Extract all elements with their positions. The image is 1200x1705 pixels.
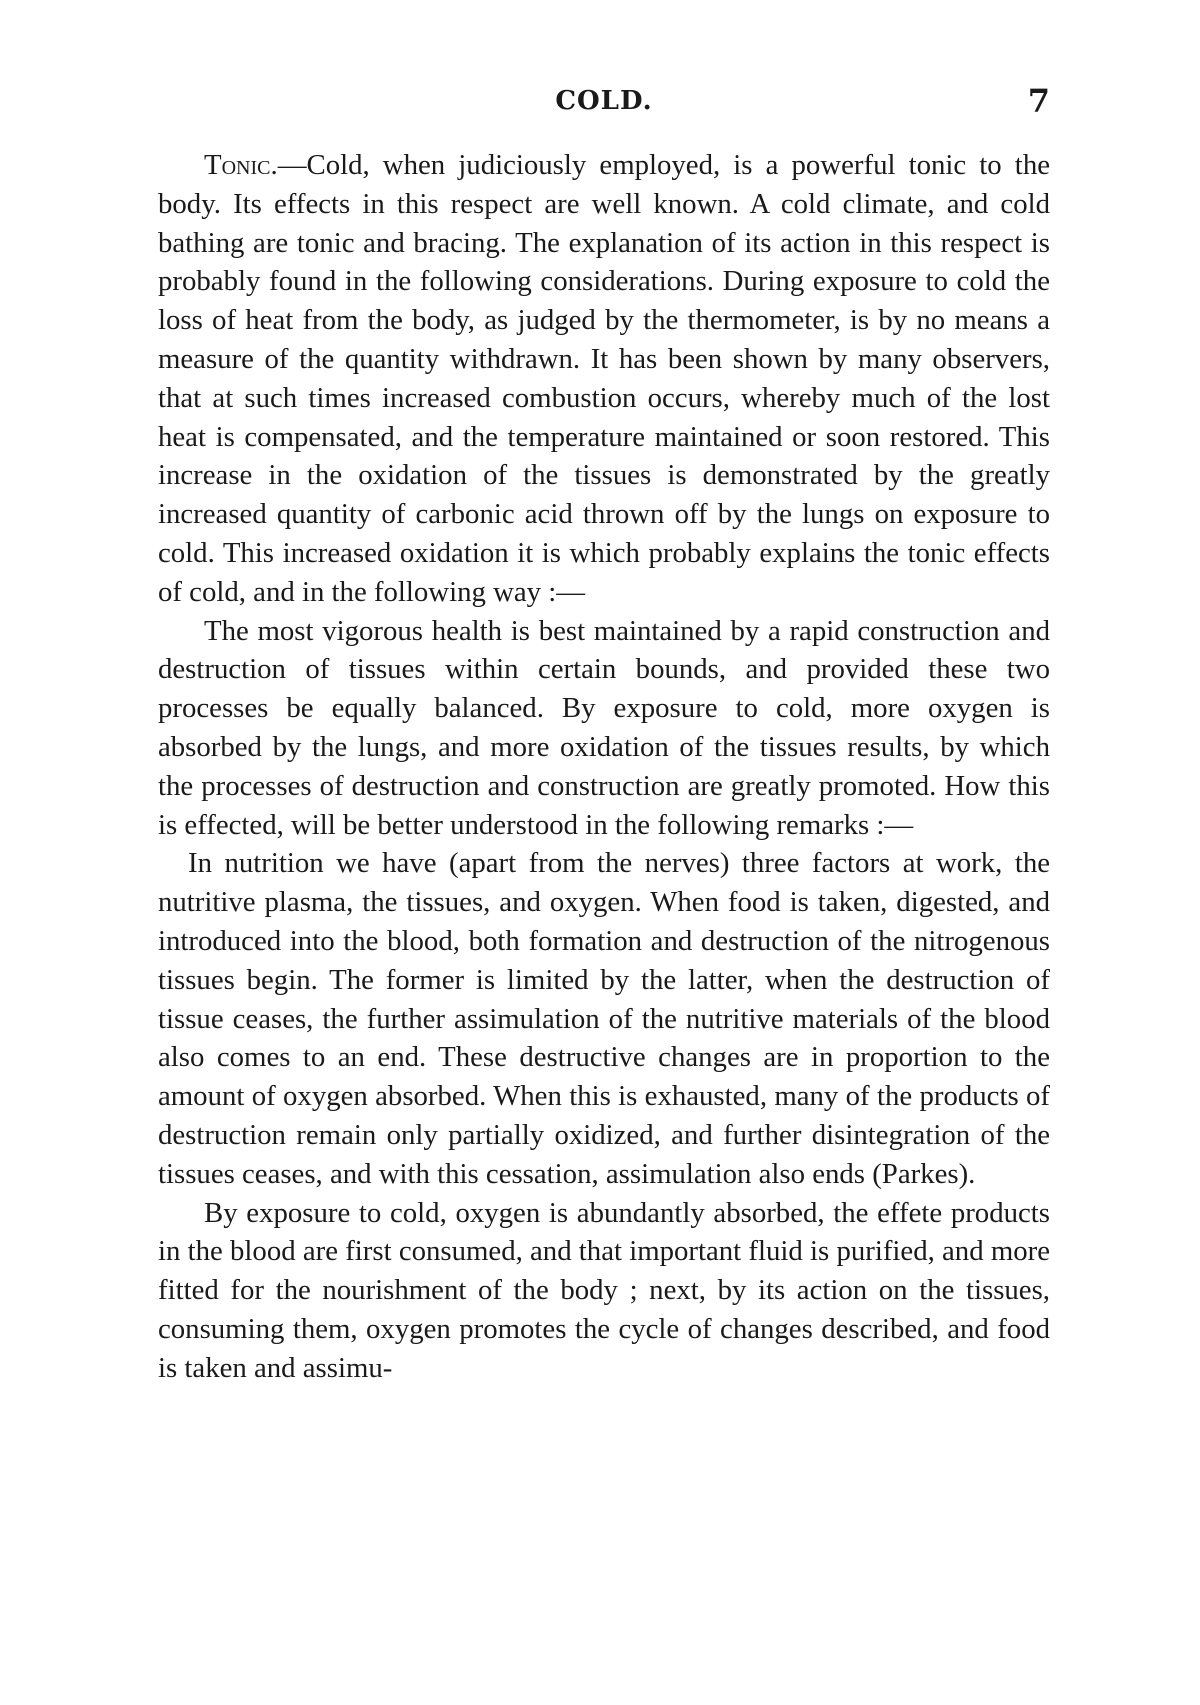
paragraph-exposure: By exposure to cold, oxygen is abundantly absorbed, the effete products in the blood are first consumed, and that important fluid is purified, and more fitted for the nourishment of the body ; next, by its action on the tissues, consuming them, oxygen promotes the cycle of changes described, and food is taken and assimu- [158, 1196, 1050, 1384]
running-title: COLD. [555, 86, 653, 116]
paragraph-text: —Cold, when judiciously employed, is a powerful tonic to the body. Its effects in this respect are well known. A cold climate, and cold bathing are tonic and bracing. The explanation of its action in this respect is probably found in the following considerations. During exposure to cold the loss of heat from the body, as judged by the thermometer, is by no means a measure of the quantity withdrawn. It has been shown by many observers, that at such times increased combustion occurs, whereby much of the lost heat is compensated, and the temperature maintained or soon restored. This increase in the oxidation of the tissues is demonstrated by the greatly increased quantity of carbonic acid thrown off by the lungs on exposure to cold. This increased oxidation it is which probably explains the tonic effects of cold, and in the following way :— [158, 149, 1050, 608]
paragraph-nutrition: In nutrition we have (apart from the nerves) three factors at work, the nutritive plasma, the tissues, and oxygen. When food is taken, digested, and introduced into the blood, both formation and destruction of the nitrogenous tissues begin. The former is limited by the latter, when the destruction of tissue ceases, the further assimulation of the nutritive materials of the blood also comes to an end. These destructive changes are in proportion to the amount of oxygen absorbed. When this is exhausted, many of the products of destruction remain only partially oxidized, and further disintegration of the tissues ceases, and with this cessation, assimulation also ends (Parkes). [158, 847, 1050, 1190]
paragraph-health: The most vigorous health is best maintained by a rapid construction and destruction of tissues within certain bounds, and provided these two processes be equally balanced. By exposure to cold, more oxygen is absorbed by the lungs, and more oxidation of the tissues results, by which the processes of destruction and construction are greatly promoted. How this is effected, will be better understood in the following remarks :— [158, 614, 1050, 841]
paragraph-tonic [158, 146, 1050, 612]
body-text [158, 146, 1050, 1388]
running-head [158, 82, 1050, 122]
paragraph-lead-in: Tonic. [204, 149, 278, 181]
page-number: 7 [1027, 82, 1050, 120]
